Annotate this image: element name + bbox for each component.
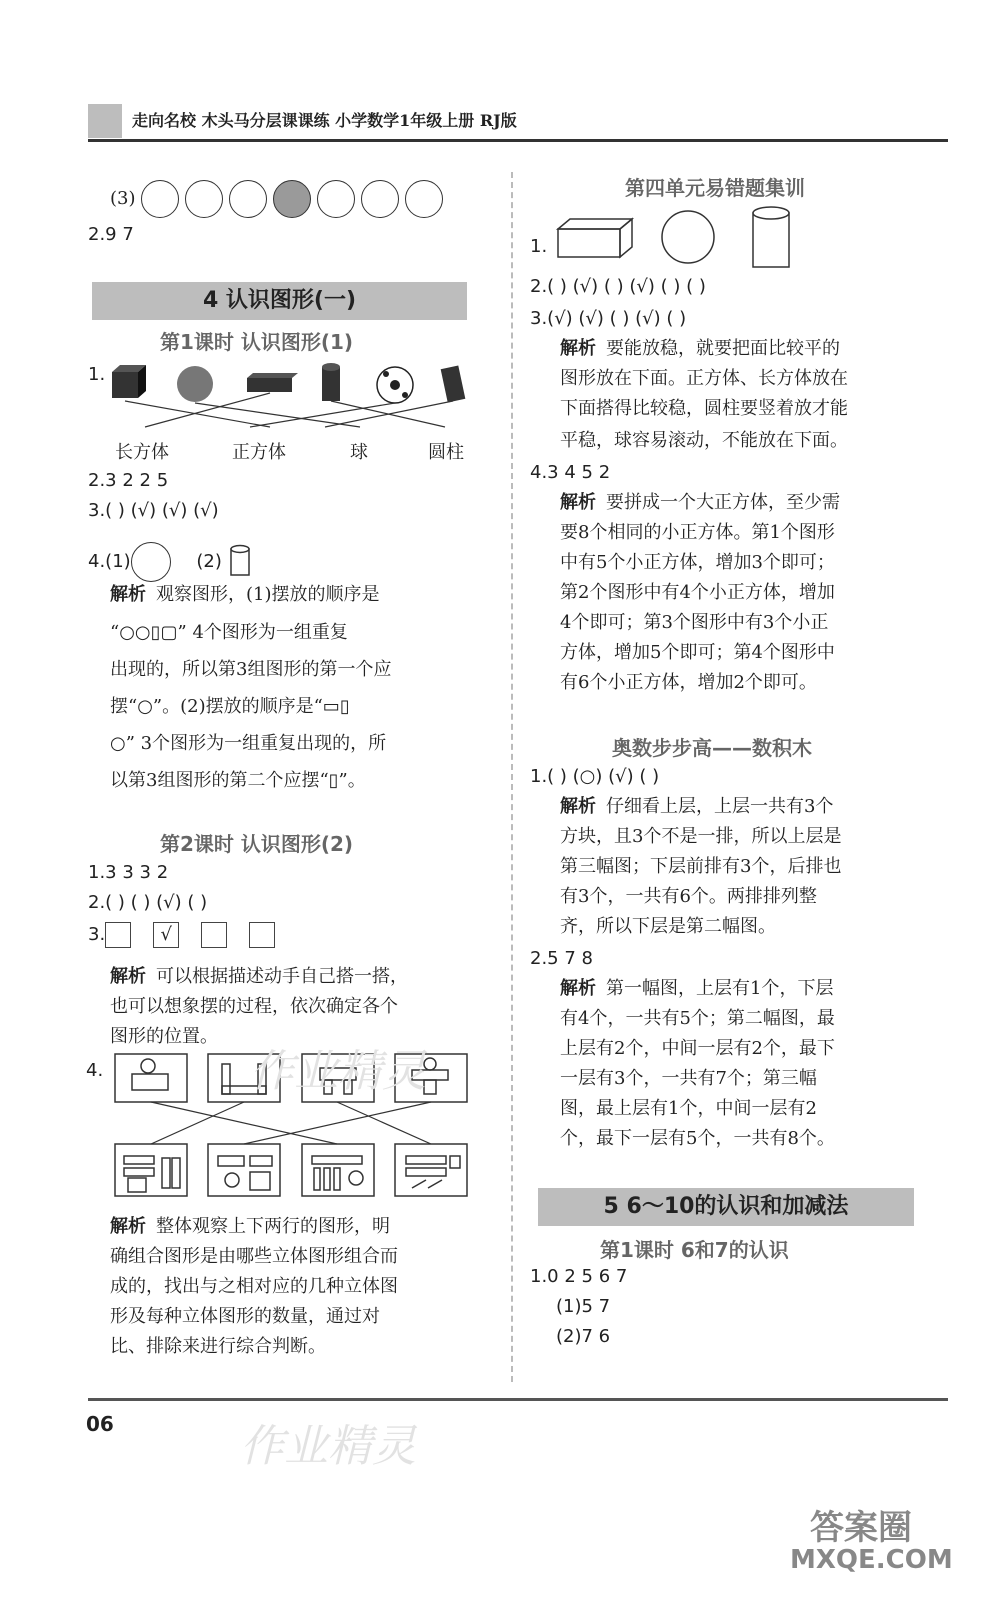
lesson-title: 第2课时 认识图形(2) bbox=[160, 832, 354, 856]
analysis-line: 有3个，一共有6个。两排排列整 bbox=[560, 886, 817, 907]
analysis-text: 可以根据描述动手自己搭一搭， bbox=[156, 966, 408, 987]
answer-line-q4 bbox=[88, 542, 252, 582]
unit-title: 第四单元易错题集训 bbox=[625, 176, 805, 200]
analysis-line: 成的，找出与之相对应的几种立体图 bbox=[110, 1276, 398, 1297]
analysis-line: 摆“○”。(2)摆放的顺序是“▭▯ bbox=[110, 696, 350, 717]
answer-box bbox=[201, 922, 227, 948]
answer-line: 2.( ) ( ) (√) ( ) bbox=[88, 892, 208, 913]
answer-box bbox=[249, 922, 275, 948]
circle-shape bbox=[361, 180, 399, 218]
section-title: 4 认识图形(一) bbox=[92, 282, 467, 320]
analysis-line bbox=[110, 580, 380, 610]
question-number: 1. bbox=[88, 364, 106, 385]
analysis-text: 第一幅图，上层有1个，下层 bbox=[606, 978, 834, 999]
analysis-line: 齐，所以下层是第二幅图。 bbox=[560, 916, 776, 937]
analysis-line: 也可以想象摆的过程，依次确定各个 bbox=[110, 996, 398, 1017]
analysis-line bbox=[110, 1212, 390, 1242]
analysis-line: 方块，且3个不是一排，所以上层是 bbox=[560, 826, 842, 847]
question-number: 1. bbox=[530, 236, 548, 257]
analysis-line: 比、排除来进行综合判断。 bbox=[110, 1336, 326, 1357]
cuboid-outline-icon bbox=[558, 219, 632, 257]
page-number: 06 bbox=[86, 1412, 114, 1436]
analysis-line bbox=[560, 792, 833, 822]
analysis-label: 解析 bbox=[110, 966, 146, 987]
answer-box bbox=[105, 922, 131, 948]
analysis-line: 图，最上层有1个，中间一层有2 bbox=[560, 1098, 817, 1119]
ball-icon bbox=[177, 366, 213, 402]
circle-shape bbox=[229, 180, 267, 218]
footer-rule bbox=[88, 1398, 948, 1401]
analysis-label: 解析 bbox=[110, 584, 146, 605]
cylinder-outline-icon bbox=[753, 207, 789, 267]
analysis-line bbox=[110, 962, 408, 992]
circle-shape bbox=[405, 180, 443, 218]
analysis-line: 有4个，一共有5个；第二幅图，最 bbox=[560, 1008, 835, 1029]
answer-line: 1.0 2 5 6 7 bbox=[530, 1266, 628, 1287]
analysis-line bbox=[560, 488, 840, 518]
analysis-text: 要能放稳，就要把面比较平的 bbox=[606, 338, 840, 359]
circle-shape bbox=[131, 542, 171, 582]
analysis-line: 出现的，所以第3组图形的第一个应 bbox=[110, 659, 392, 680]
soccer-ball-icon bbox=[377, 367, 413, 403]
header-rule bbox=[88, 139, 948, 142]
cuboid-icon bbox=[247, 373, 298, 392]
answer-line: 4.3 4 5 2 bbox=[530, 462, 611, 483]
answer-line: 3.(√) (√) ( ) (√) ( ) bbox=[530, 308, 687, 329]
analysis-label: 解析 bbox=[110, 1216, 146, 1237]
olympiad-title: 奥数步步高——数积木 bbox=[612, 736, 812, 760]
analysis-label: 解析 bbox=[560, 338, 596, 359]
header-title: 走向名校 木头马分层课课练 小学数学1年级上册 RJ版 bbox=[132, 111, 517, 130]
shape-matching-figure bbox=[100, 355, 480, 445]
lesson-title: 第1课时 认识图形(1) bbox=[160, 330, 354, 354]
analysis-label: 解析 bbox=[560, 796, 596, 817]
analysis-line bbox=[560, 334, 840, 364]
analysis-line: 方体，增加5个即可；第4个图形中 bbox=[560, 642, 835, 663]
analysis-line: 4个即可；第3个图形中有3个小正 bbox=[560, 612, 829, 633]
circle-shape-filled bbox=[273, 180, 311, 218]
analysis-line: ○” 3个图形为一组重复出现的，所 bbox=[110, 733, 387, 754]
frame bbox=[115, 1054, 187, 1102]
answer-line: 2.( ) (√) ( ) (√) ( ) ( ) bbox=[530, 276, 706, 297]
analysis-label: 解析 bbox=[560, 492, 596, 513]
analysis-line: 图形的位置。 bbox=[110, 1026, 218, 1047]
shape-label-cuboid: 长方体 bbox=[115, 442, 169, 463]
analysis-line: “○○▯▢” 4个图形为一组重复 bbox=[110, 622, 348, 643]
answer-line: 2.9 7 bbox=[88, 224, 134, 245]
q3-label: 3. bbox=[88, 924, 106, 945]
question-number: 4. bbox=[86, 1060, 104, 1081]
cube-icon bbox=[112, 365, 146, 398]
q3-circles-row bbox=[110, 180, 449, 218]
analysis-line: 个，最下一层有5个，一共有8个。 bbox=[560, 1128, 835, 1149]
section-title: 5 6～10的认识和加减法 bbox=[538, 1188, 914, 1226]
analysis-line: 图形放在下面。正方体、长方体放在 bbox=[560, 368, 848, 389]
circle-shape bbox=[141, 180, 179, 218]
watermark-text: 作业精灵 bbox=[240, 1421, 416, 1472]
answer-line-boxes bbox=[88, 920, 297, 950]
analysis-line: 上层有2个，中间一层有2个，最下 bbox=[560, 1038, 835, 1059]
circle-outline-icon bbox=[662, 211, 714, 263]
answer-line: (1)5 7 bbox=[556, 1296, 611, 1317]
analysis-line: 第2个图形中有4个小正方体，增加 bbox=[560, 582, 835, 603]
cylinder-icon bbox=[322, 363, 340, 401]
watermark-logo-url: MXQE.COM bbox=[790, 1545, 953, 1575]
frame bbox=[302, 1144, 374, 1196]
analysis-line: 中有5个小正方体，增加3个即可； bbox=[560, 552, 835, 573]
circle-shape bbox=[317, 180, 355, 218]
q4-part1-label: 4.(1) bbox=[88, 551, 131, 572]
answer-line: 1.( ) (○) (√) ( ) bbox=[530, 766, 660, 787]
answer-line: 1.3 3 3 2 bbox=[88, 862, 169, 883]
watermark-logo-text: 答案圈 bbox=[810, 1508, 912, 1548]
analysis-line: 有6个小正方体，增加2个即可。 bbox=[560, 672, 817, 693]
header-marker bbox=[88, 104, 122, 138]
shape-label-cylinder: 圆柱 bbox=[428, 442, 464, 463]
analysis-text: 仔细看上层，上层一共有3个 bbox=[606, 796, 834, 817]
watermark-text: 作业精灵 bbox=[250, 1046, 426, 1097]
analysis-label: 解析 bbox=[560, 978, 596, 999]
answer-line: 3.( ) (√) (√) (√) bbox=[88, 500, 219, 521]
analysis-text: 要拼成一个大正方体，至少需 bbox=[606, 492, 840, 513]
analysis-text: 整体观察上下两行的图形，明 bbox=[156, 1216, 390, 1237]
shape-label-cube: 正方体 bbox=[232, 442, 286, 463]
answer-box-checked: √ bbox=[153, 922, 179, 948]
stability-shapes-figure bbox=[550, 205, 800, 273]
answer-line: 2.5 7 8 bbox=[530, 948, 593, 969]
analysis-line bbox=[560, 974, 833, 1004]
answer-line: 2.3 2 2 5 bbox=[88, 470, 169, 491]
analysis-line: 平稳，球容易滚动，不能放在下面。 bbox=[560, 430, 848, 451]
analysis-text: 观察图形，(1)摆放的顺序是 bbox=[156, 584, 380, 605]
analysis-line: 以第3组图形的第二个应摆“▯”。 bbox=[110, 770, 366, 791]
lesson-title: 第1课时 6和7的认识 bbox=[600, 1238, 789, 1262]
shape-label-sphere: 球 bbox=[350, 442, 368, 463]
analysis-line: 确组合图形是由哪些立体图形组合而 bbox=[110, 1246, 398, 1267]
analysis-line: 要8个相同的小正方体。第1个图形 bbox=[560, 522, 835, 543]
answer-line: (2)7 6 bbox=[556, 1326, 611, 1347]
analysis-line: 第三幅图；下层前排有3个，后排也 bbox=[560, 856, 842, 877]
cylinder-outline-icon bbox=[228, 544, 252, 580]
analysis-line: 形及每种立体图形的数量，通过对 bbox=[110, 1306, 380, 1327]
analysis-line: 下面搭得比较稳，圆柱要竖着放才能 bbox=[560, 398, 848, 419]
column-divider bbox=[511, 172, 513, 1382]
analysis-line: 一层有3个，一共有7个；第三幅 bbox=[560, 1068, 817, 1089]
eraser-icon bbox=[441, 366, 466, 403]
circle-shape bbox=[185, 180, 223, 218]
frame bbox=[208, 1144, 280, 1196]
q3-label: (3) bbox=[110, 188, 136, 209]
q4-part2-label: (2) bbox=[196, 551, 222, 572]
